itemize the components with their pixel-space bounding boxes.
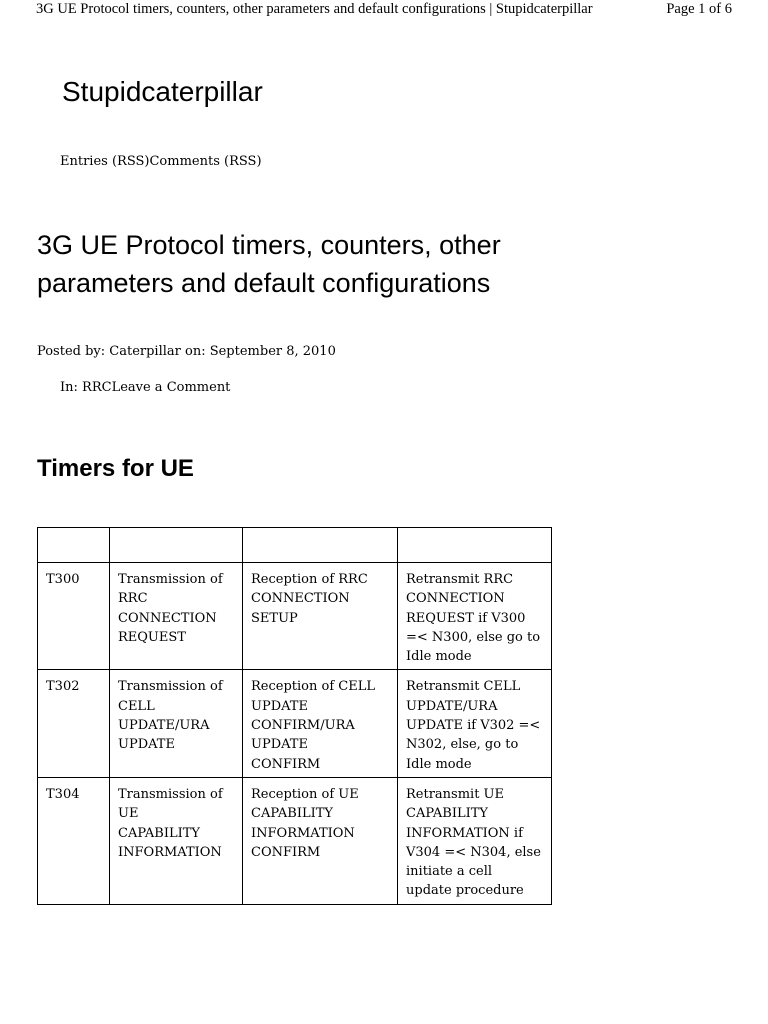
start-condition-cell <box>110 563 243 670</box>
cell-text-line: CAPABILITY <box>118 825 200 841</box>
cell-text-line: =< N300, else go to <box>406 629 541 645</box>
cell-text-line: Idle mode <box>406 649 472 665</box>
site-title[interactable]: Stupidcaterpillar <box>62 76 263 107</box>
table-header-row <box>38 528 552 563</box>
page-indicator: Page 1 of 6 <box>666 1 732 17</box>
cell-text-line: RRC <box>118 591 148 607</box>
cell-text-line: N302, else, go to <box>406 737 519 753</box>
cell-text-line: UPDATE <box>251 737 308 753</box>
cell-text-line: UPDATE/URA <box>118 718 210 734</box>
table-header-cell <box>243 528 398 563</box>
table-row <box>38 670 552 777</box>
table-row <box>38 777 552 904</box>
category-link-rrc[interactable]: RRC <box>82 380 112 395</box>
cell-text-line: UPDATE <box>251 698 308 714</box>
cell-text-line: CONNECTION <box>406 591 505 607</box>
cell-text-line: INFORMATION <box>118 844 222 860</box>
cell-text-line: Reception of UE <box>251 786 359 802</box>
cell-text-line: Reception of CELL <box>251 679 375 695</box>
leave-comment-link[interactable]: Leave a Comment <box>111 380 231 395</box>
stop-condition-cell <box>243 777 398 904</box>
timers-table <box>37 527 552 905</box>
cell-text-line: INFORMATION if <box>406 825 523 841</box>
cell-text-line: CAPABILITY <box>406 806 488 822</box>
cell-text-line: Reception of RRC <box>251 572 368 587</box>
post-title-line: 3G UE Protocol timers, counters, other <box>37 230 501 260</box>
feed-links <box>60 153 262 171</box>
table-row <box>38 563 552 670</box>
category-label: In: <box>60 380 83 395</box>
post-title <box>37 226 657 302</box>
timer-name-cell <box>38 777 110 904</box>
start-condition-cell <box>110 670 243 777</box>
cell-text-line: UPDATE <box>118 737 175 753</box>
cell-text-line: Transmission of <box>118 572 223 587</box>
cell-text-line: Retransmit RRC <box>406 572 514 587</box>
cell-text-line: CONFIRM/URA <box>251 718 355 734</box>
cell-text-line: REQUEST if V300 <box>406 610 526 626</box>
cell-text-line: T300 <box>46 572 80 587</box>
expiry-action-cell <box>398 670 552 777</box>
cell-text-line: T302 <box>46 679 80 695</box>
cell-text-line: Retransmit CELL <box>406 679 521 695</box>
expiry-action-cell <box>398 777 552 904</box>
start-condition-cell <box>110 777 243 904</box>
cell-text-line: CONFIRM <box>251 844 321 860</box>
section-heading: Timers for UE <box>37 455 194 482</box>
expiry-action-cell <box>398 563 552 670</box>
cell-text-line: CELL <box>118 698 155 714</box>
post-title-line: parameters and default configurations <box>37 268 491 298</box>
cell-text-line: V304 =< N304, else <box>406 844 541 860</box>
table-body <box>38 563 552 905</box>
cell-text-line: SETUP <box>251 610 298 626</box>
table-header-cell <box>110 528 243 563</box>
cell-text-line: CONNECTION <box>251 591 350 607</box>
table-header-cell <box>38 528 110 563</box>
cell-text-line: Transmission of <box>118 786 223 802</box>
cell-text-line: UPDATE/URA <box>406 698 498 714</box>
print-header-title: 3G UE Protocol timers, counters, other parameters and default configurations | Stupidcaterpillar <box>36 1 593 17</box>
cell-text-line: UE <box>118 806 139 822</box>
cell-text-line: Retransmit UE <box>406 786 505 802</box>
post-byline: Posted by: Caterpillar on: September 8, 2010 <box>37 344 336 359</box>
cell-text-line: Transmission of <box>118 679 223 695</box>
cell-text-line: CAPABILITY <box>251 806 333 822</box>
cell-text-line: update procedure <box>406 883 524 899</box>
cell-text-line: REQUEST <box>118 629 186 645</box>
table-header-cell <box>398 528 552 563</box>
entries-rss-link[interactable]: Entries (RSS) <box>60 154 150 169</box>
cell-text-line: INFORMATION <box>251 825 355 841</box>
cell-text-line: T304 <box>46 786 80 802</box>
cell-text-line: CONFIRM <box>251 756 321 772</box>
cell-text-line: Idle mode <box>406 756 472 772</box>
cell-text-line: CONNECTION <box>118 610 217 626</box>
timer-name-cell <box>38 563 110 670</box>
cell-text-line: initiate a cell <box>406 864 493 880</box>
comments-rss-link[interactable]: Comments (RSS) <box>149 154 262 169</box>
stop-condition-cell <box>243 670 398 777</box>
timer-name-cell <box>38 670 110 777</box>
cell-text-line: UPDATE if V302 =< <box>406 718 541 734</box>
post-meta <box>60 379 230 397</box>
stop-condition-cell <box>243 563 398 670</box>
